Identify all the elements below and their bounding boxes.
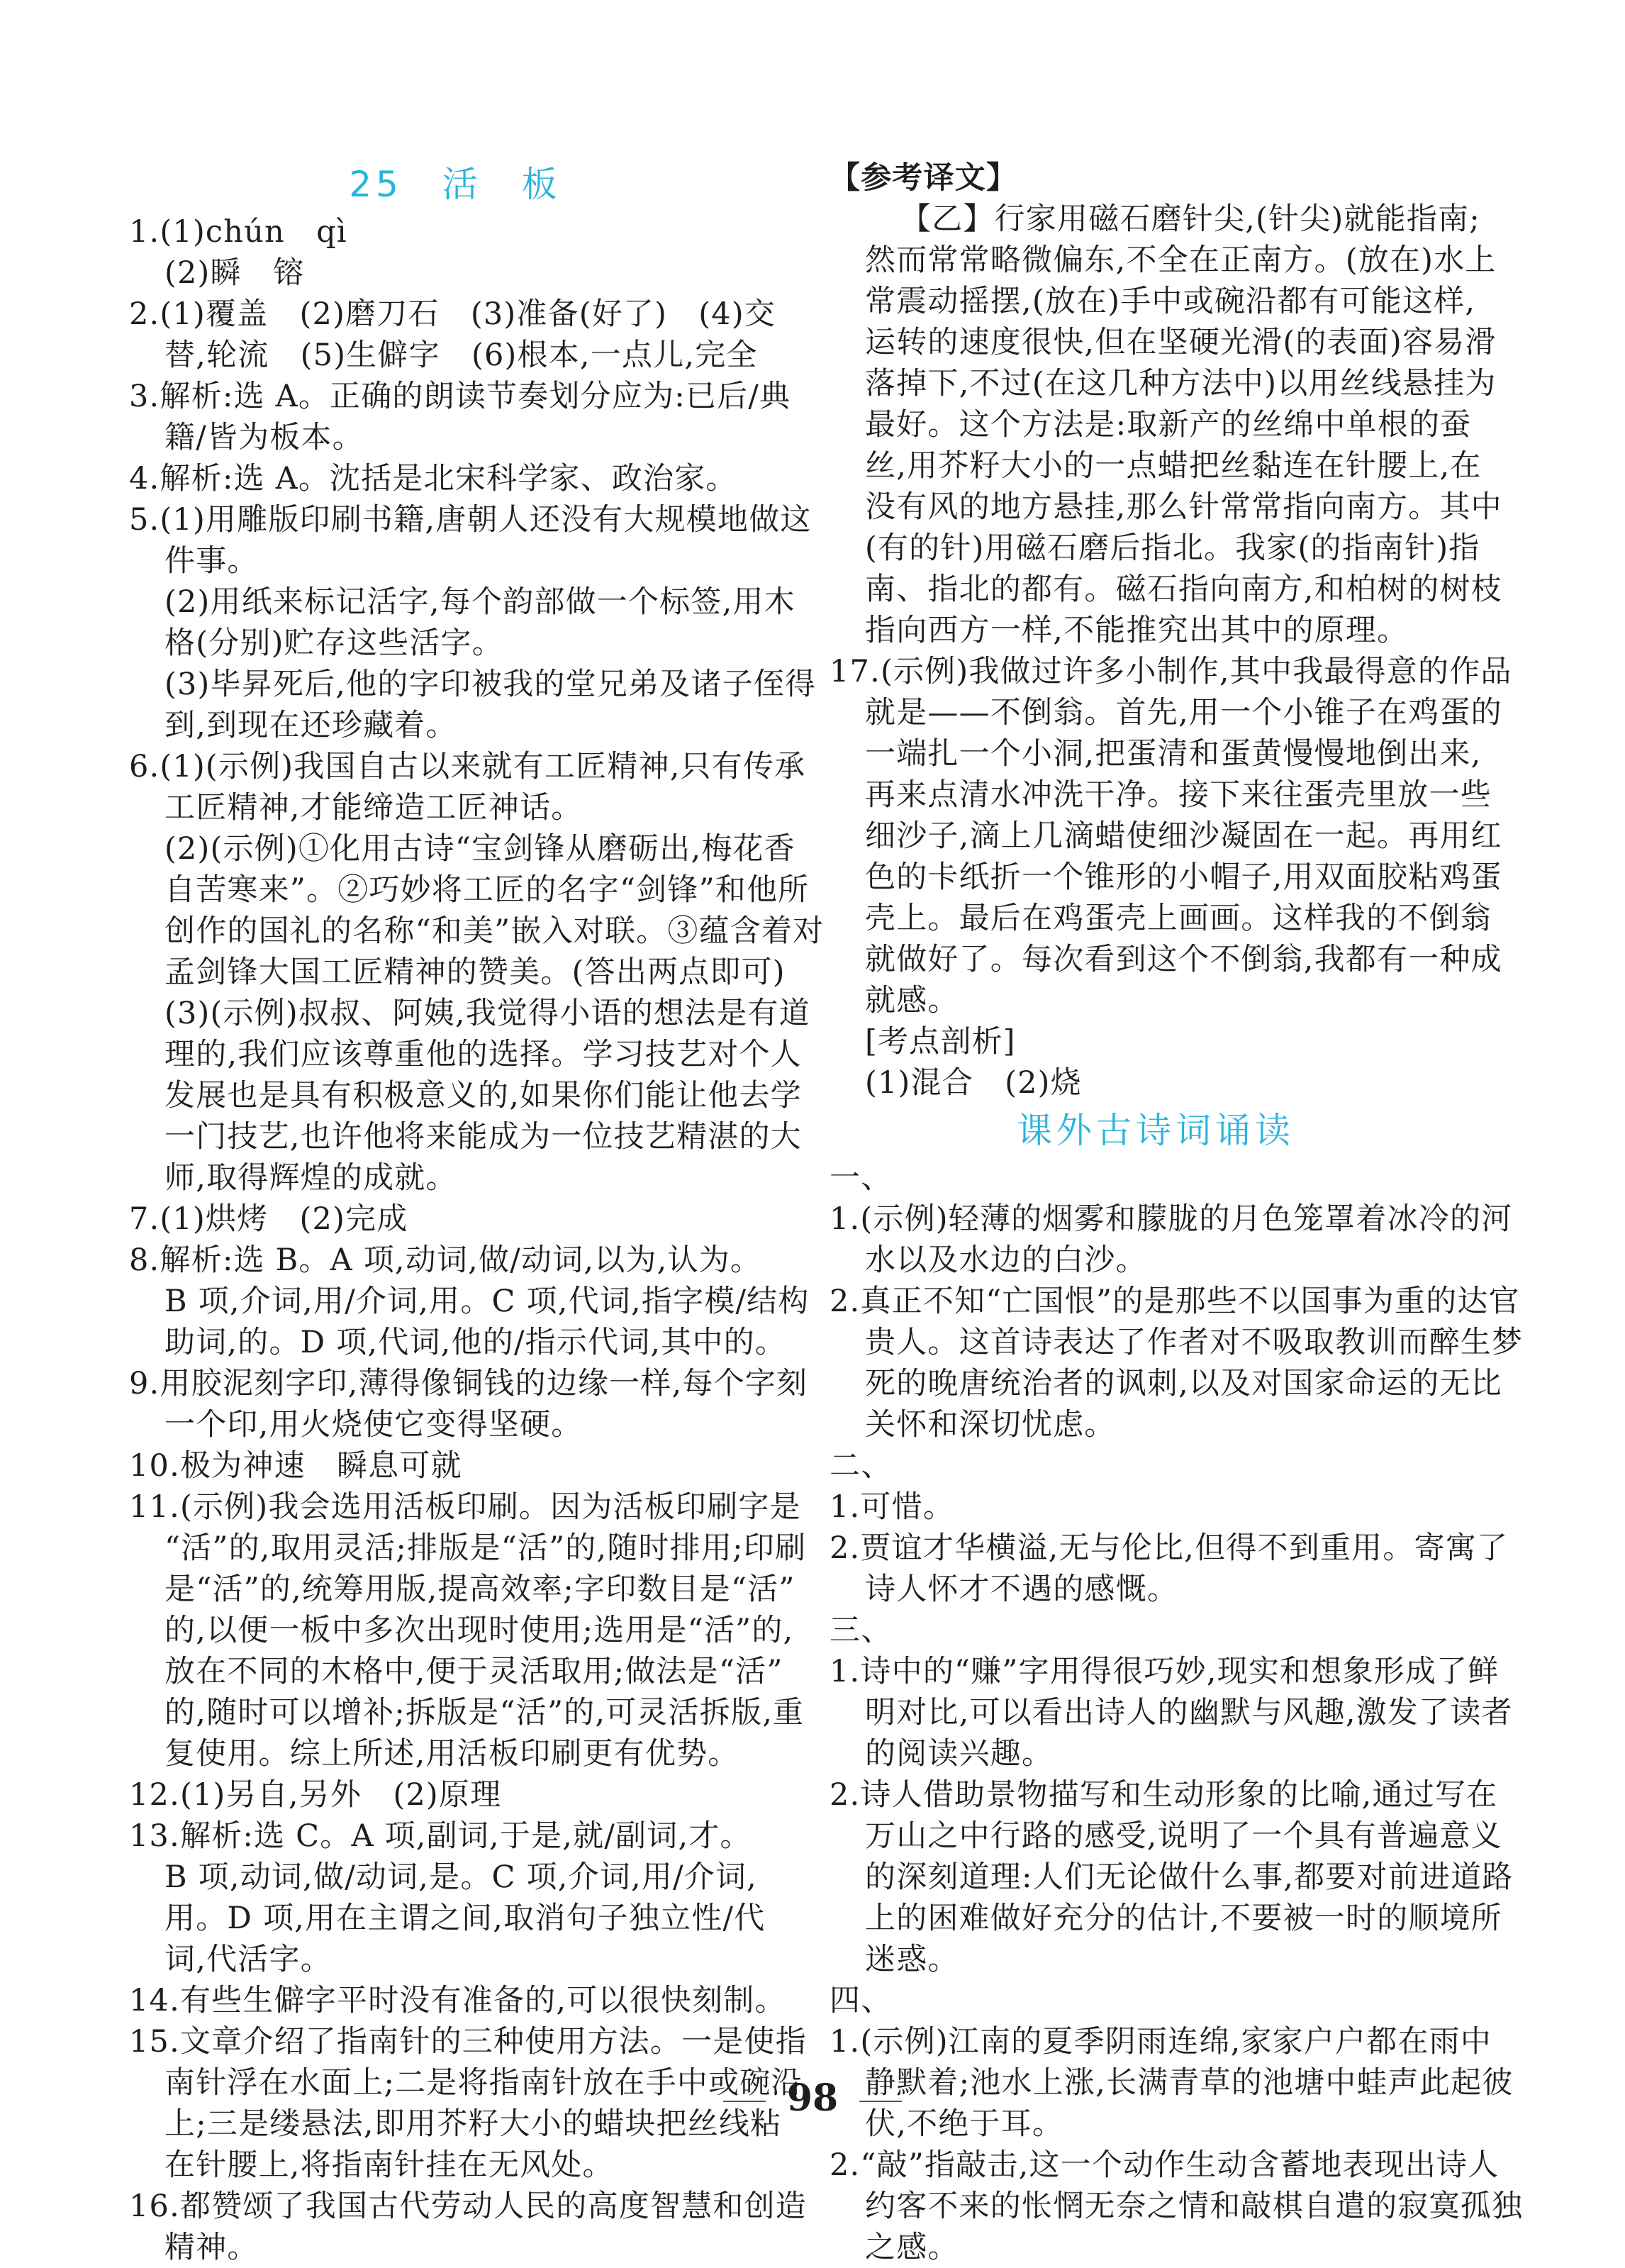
text-line: 色的卡纸折一个锥形的小帽子,用双面胶粘鸡蛋 [865, 860, 1502, 895]
text-line: 助词,的。D 项,代词,他的/指示代词,其中的。 [164, 1325, 787, 1360]
text-line: 放在不同的木格中,便于灵活取用;做法是“活” [164, 1654, 783, 1689]
text-line: 孟剑锋大国工匠精神的赞美。(答出两点即可) [164, 955, 786, 990]
text-line: 到,到现在还珍藏着。 [164, 708, 457, 743]
text-line: 万山之中行路的感受,说明了一个具有普遍意义 [865, 1818, 1502, 1854]
text-line: 在针腰上,将指南针挂在无风处。 [164, 2147, 614, 2183]
text-line: (2)用纸来标记活字,每个韵部做一个标签,用木 [164, 584, 795, 620]
text-line: (1)混合 (2)烧 [865, 1065, 1082, 1101]
text-line: 工匠精神,才能缔造工匠神话。 [164, 790, 583, 826]
text-line: 就是——不倒翁。首先,用一个小锥子在鸡蛋的 [865, 695, 1502, 730]
text-line: 籍/皆为板本。 [164, 420, 364, 455]
text-line: 用。D 项,用在主谓之间,取消句子独立性/代 [164, 1901, 766, 1936]
text-line: 落掉下,不过(在这几种方法中)以用丝线悬挂为 [865, 366, 1497, 401]
text-line: 12.(1)另自,另外 (2)原理 [129, 1777, 502, 1813]
text-line: 15.文章介绍了指南针的三种使用方法。一是使指 [129, 2024, 807, 2059]
text-line: B 项,介词,用/介词,用。C 项,代词,指字模/结构 [164, 1284, 810, 1319]
text-line: 2.“敲”指敲击,这一个动作生动含蓄地表现出诗人 [830, 2147, 1500, 2183]
text-line: 指向西方一样,不能推究出其中的原理。 [865, 613, 1409, 648]
text-line: 11.(示例)我会选用活板印刷。因为活板印刷字是 [129, 1489, 801, 1525]
text-line: 就做好了。每次看到这个不倒翁,我都有一种成 [865, 942, 1502, 977]
text-line: 的深刻道理:人们无论做什么事,都要对前进道路 [865, 1860, 1514, 1895]
text-line: 2.真正不知“亡国恨”的是那些不以国事为重的达官 [830, 1284, 1520, 1319]
text-line: 关怀和深切忧虑。 [865, 1407, 1116, 1442]
text-line: 二、 [830, 1448, 893, 1484]
text-line: 7.(1)烘烤 (2)完成 [129, 1201, 408, 1237]
text-line: 创作的国礼的名称“和美”嵌入对联。③蕴含着对 [164, 913, 825, 949]
text-line: 南、指北的都有。磁石指向南方,和柏树的树枝 [865, 572, 1502, 607]
text-line: 细沙子,滴上几滴蜡使细沙凝固在一起。再用红 [865, 818, 1502, 854]
text-line: 的,以便一板中多次出现时使用;选用是“活”的, [164, 1613, 794, 1648]
text-line: 【乙】行家用磁石磨针尖,(针尖)就能指南; [900, 201, 1480, 237]
text-line: 上;三是缕悬法,即用芥籽大小的蜡块把丝线粘 [164, 2106, 782, 2142]
text-line: 然而常常略微偏东,不全在正南方。(放在)水上 [865, 243, 1497, 278]
text-line: 6.(1)(示例)我国自古以来就有工匠精神,只有传承 [129, 749, 806, 784]
text-line: (2)(示例)①化用古诗“宝剑锋从磨砺出,梅花香 [164, 831, 795, 867]
text-line: 的阅读兴趣。 [865, 1736, 1054, 1772]
text-line: 发展也是具有积极意义的,如果你们能让他去学 [164, 1078, 802, 1113]
text-line: 运转的速度很快,但在坚硬光滑(的表面)容易滑 [865, 325, 1497, 360]
text-line: (2)瞬 镕 [164, 255, 305, 291]
text-line: 精神。 [164, 2230, 259, 2265]
text-line: 一端扎一个小洞,把蛋清和蛋黄慢慢地倒出来, [865, 736, 1482, 772]
text-line: 17.(示例)我做过许多小制作,其中我最得意的作品 [830, 654, 1512, 689]
text-line: 贵人。这首诗表达了作者对不吸取教训而醉生梦 [865, 1325, 1524, 1360]
text-line: 自苦寒来”。②巧妙将工匠的名字“剑锋”和他所 [164, 872, 810, 908]
section-title: 25 活 板 [349, 164, 562, 205]
text-line: 师,取得辉煌的成就。 [164, 1160, 457, 1196]
text-line: 4.解析:选 A。沈括是北宋科学家、政治家。 [129, 461, 737, 496]
footer-dash-left [723, 2101, 766, 2102]
text-line: “活”的,取用灵活;排版是“活”的,随时排用;印刷 [164, 1530, 807, 1566]
text-line: 四、 [830, 1983, 893, 2018]
text-line: 明对比,可以看出诗人的幽默与风趣,激发了读者 [865, 1695, 1513, 1730]
text-line: 1.(示例)江南的夏季阴雨连绵,家家户户都在雨中 [830, 2024, 1492, 2059]
text-line: 1.可惜。 [830, 1489, 955, 1525]
footer-dash-right [859, 2101, 902, 2102]
text-line: 约客不来的怅惘无奈之情和敲棋自遣的寂寞孤独 [865, 2189, 1524, 2224]
text-line: 3.解析:选 A。正确的朗读节奏划分应为:已后/典 [129, 379, 791, 414]
text-line: (有的针)用磁石磨后指北。我家(的指南针)指 [865, 530, 1480, 566]
text-line: 就感。 [865, 983, 959, 1018]
text-line: 一、 [830, 1160, 893, 1196]
text-line: 一门技艺,也许他将来能成为一位技艺精湛的大 [164, 1119, 802, 1155]
page-number-footer [0, 2077, 1625, 2120]
text-line: 静默着;池水上涨,长满青草的池塘中蛙声此起彼 [865, 2065, 1514, 2101]
text-line: 最好。这个方法是:取新产的丝绵中单根的蚕 [865, 407, 1472, 443]
text-line: 上的困难做好充分的估计,不要被一时的顺境所 [865, 1901, 1502, 1936]
text-line: 13.解析:选 C。A 项,副词,于是,就/副词,才。 [129, 1818, 752, 1854]
text-line: 1.(示例)轻薄的烟雾和朦胧的月色笼罩着冰冷的河 [830, 1201, 1513, 1237]
text-line: (3)(示例)叔叔、阿姨,我觉得小语的想法是有道 [164, 996, 810, 1031]
text-line: 诗人怀才不遇的感慨。 [865, 1572, 1178, 1607]
text-line: 死的晚唐统治者的讽刺,以及对国家命运的无比 [865, 1366, 1502, 1401]
text-line: 格(分别)贮存这些活字。 [164, 626, 503, 661]
text-line: B 项,动词,做/动词,是。C 项,介词,用/介词, [164, 1860, 758, 1895]
text-line: 14.有些生僻字平时没有准备的,可以很快刻制。 [129, 1983, 786, 2018]
text-line: 件事。 [164, 543, 259, 579]
text-line: 理的,我们应该尊重他的选择。学习技艺对个人 [164, 1037, 802, 1072]
text-line: 三、 [830, 1613, 893, 1648]
text-line: 再来点清水冲洗干净。接下来往蛋壳里放一些 [865, 777, 1492, 813]
text-line: 复使用。综上所述,用活板印刷更有优势。 [164, 1736, 739, 1772]
text-line: 的,随时可以增补;拆版是“活”的,可灵活拆版,重 [164, 1695, 805, 1730]
page-number: 98 [786, 2077, 839, 2120]
text-line: 水以及水边的白沙。 [865, 1243, 1147, 1278]
text-line: 【参考译文】 [830, 160, 1018, 196]
text-line: 迷惑。 [865, 1942, 959, 1977]
text-line: 10.极为神速 瞬息可就 [129, 1448, 462, 1484]
text-line: 8.解析:选 B。A 项,动词,做/动词,以为,认为。 [129, 1243, 762, 1278]
text-line: 之感。 [865, 2230, 959, 2265]
text-line: 常震动摇摆,(放在)手中或碗沿都有可能这样, [865, 284, 1476, 319]
text-line: 壳上。最后在鸡蛋壳上画画。这样我的不倒翁 [865, 901, 1492, 936]
text-line: 1.(1)chún qì [129, 214, 347, 250]
text-line: 一个印,用火烧使它变得坚硬。 [164, 1407, 583, 1442]
text-line: 9.用胶泥刻字印,薄得像铜钱的边缘一样,每个字刻 [129, 1366, 808, 1401]
text-line: (3)毕昇死后,他的字印被我的堂兄弟及诸子侄得 [164, 667, 817, 702]
text-line: 替,轮流 (5)生僻字 (6)根本,一点儿,完全 [164, 338, 758, 373]
text-line: 南针浮在水面上;二是将指南针放在手中或碗沿 [164, 2065, 803, 2101]
text-line: 5.(1)用雕版印刷书籍,唐朝人还没有大规模地做这 [129, 502, 812, 538]
text-line: 是“活”的,统筹用版,提高效率;字印数目是“活” [164, 1572, 795, 1607]
text-line: 1.诗中的“赚”字用得很巧妙,现实和想象形成了鲜 [830, 1654, 1500, 1689]
text-line: 16.都赞颂了我国古代劳动人民的高度智慧和创造 [129, 2189, 807, 2224]
text-line: 2.(1)覆盖 (2)磨刀石 (3)准备(好了) (4)交 [129, 296, 776, 332]
text-line: [考点剖析] [865, 1024, 1016, 1060]
right-column [830, 157, 1524, 2268]
section-title: 课外古诗词诵读 [1017, 1110, 1295, 1151]
text-line: 没有风的地方悬挂,那么针常常指向南方。其中 [865, 489, 1502, 525]
text-line: 伏,不绝于耳。 [865, 2106, 1064, 2142]
text-line: 词,代活字。 [164, 1942, 332, 1977]
text-line: 丝,用芥籽大小的一点蜡把丝黏连在针腰上,在 [865, 448, 1482, 484]
text-line: 2.诗人借助景物描写和生动形象的比喻,通过写在 [830, 1777, 1498, 1813]
text-line: 2.贾谊才华横溢,无与伦比,但得不到重用。寄寓了 [830, 1530, 1509, 1566]
